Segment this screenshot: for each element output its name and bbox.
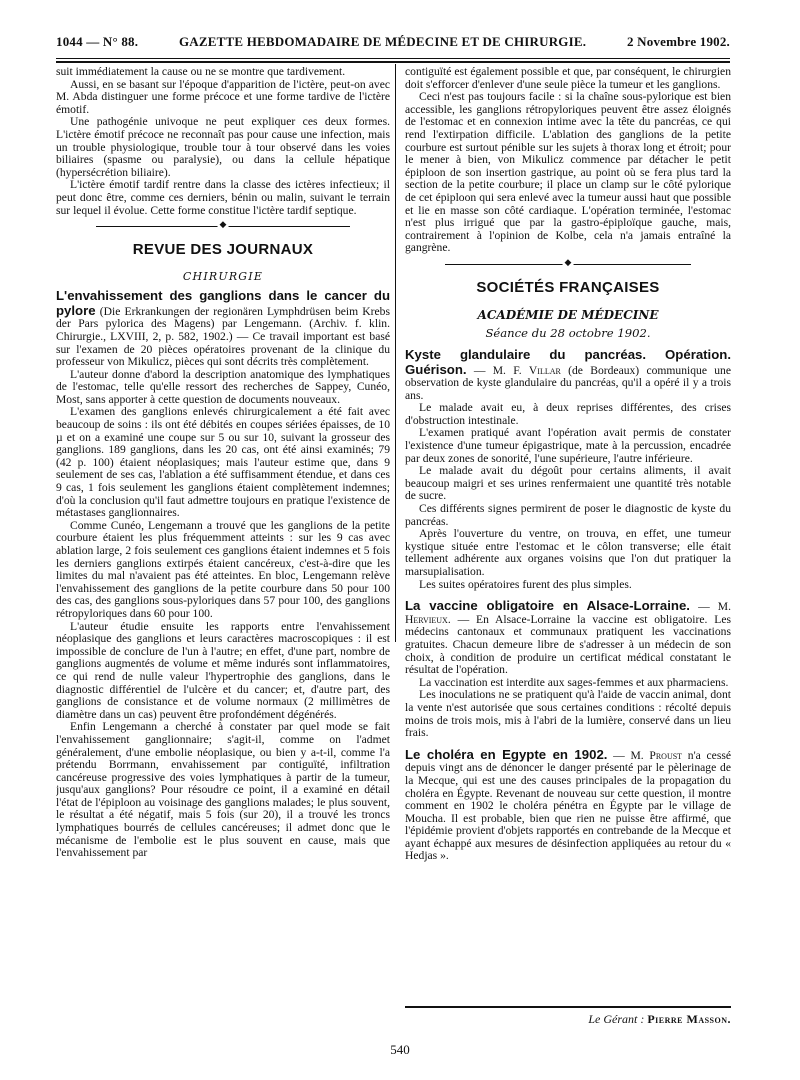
article-title: Le choléra en Egypte en 1902.: [405, 746, 608, 762]
paragraph: Enfin Lengemann a cherché à constater par quel mode se fait l'envahissement ganglionnaire; s'agit-il, comme on l'admet généralement, d'une embolie néoplasique, ou bien y a-t-il, comme l'a prétendu Borrmann, envahissement par contiguïté, infiltration cancéreuse progressive des voies lymphatiques à partir de la tumeur, jusqu'aux ganglions? Pour résoudre ce point, il a examiné en détail l'état de l'épiploon au voisinage des ganglions malades; le plus souvent, le résultat a été négatif, mais 5 fois (sur 20), il a trouvé les troncs lymphatiques bourrés de cellules cancéreuses; il admet donc que le mécanisme de l'embolie est le plus souvent en cause, mais que l'envahissement par: [56, 720, 390, 860]
paragraph: Les inoculations ne se pratiquent qu'à l'aide de vaccin animal, dont la vente n'est autorisée que sous certaines conditions : récolté depuis moins de trois mois, mis à l'abri de la lumière, conservé dans un lieu frais.: [405, 688, 731, 740]
paragraph: L'examen pratiqué avant l'opération avait permis de constater l'existence d'une tumeur épigastrique, mate à la percussion, encadrée par deux zones de sonorité, l'une supérieure, l'autre inférieure.: [405, 426, 731, 465]
section-separator: [405, 255, 731, 273]
article-title: L'envahissement des ganglions dans le cancer du pylore: [56, 288, 390, 318]
paragraph: Après l'ouverture du ventre, on trouva, en effet, une tumeur kystique située entre l'estomac et le côlon transverse; elle était tellement adhérente aux organes voisins que l'on dut pratiquer la marsupialisation.: [405, 527, 731, 578]
left-intro: [56, 66, 390, 217]
left-column: [56, 66, 390, 1036]
article-lead: — M.: [689, 600, 731, 614]
header-rule-thick: [56, 61, 730, 63]
header-rule: [56, 58, 730, 59]
paragraph: Une pathogénie univoque ne peut expliquer ces deux formes. L'ictère émotif précoce ne reconnaît pas pour cause une infection, mais un trouble physiologique, trouble tour à tour observé dans les voies biliaires (spasme ou paralysie), ou dans la cellule hépatique (hypersécrétion biliaire).: [56, 115, 390, 179]
separator-ornament-icon: ◆: [219, 220, 227, 231]
article-lead: — M.: [607, 748, 650, 762]
header-running-title: GAZETTE HEBDOMADAIRE DE MÉDECINE ET DE CHIRURGIE.: [178, 34, 587, 49]
section-title-revue: REVUE DES JOURNAUX: [132, 241, 314, 259]
article-author: Hervieux: [405, 612, 448, 626]
subsection-chirurgie: CHIRURGIE: [182, 270, 264, 284]
page-header: [56, 34, 730, 54]
article-text: n'a cessé depuis vingt ans de dénoncer le danger présenté par le pèlerinage de la Mecque, qui est une des causes principales de la propagation du choléra en Égypte. Revenant de nouveau sur cette question, il montre comment en 1902 le choléra pénétra en Égypte par le village de Moucha. Il est probable, bien que rien ne puisse être affirmé, que l'épidémie provient d'objets rapportés en contrebande de la Mecque et ayant échappé aux mesures de désinfection appliquées au retour du « Hedjas ».: [405, 748, 731, 863]
paragraph: contiguïté est également possible et que, par conséquent, le chirurgien doit s'efforcer d'enlever d'une seule pièce la tumeur et les ganglions.: [405, 66, 731, 91]
column-divider: [395, 64, 396, 642]
article-intro: (Die Erkrankungen der regionären Lymphdrüsen beim Krebs der Pars pylorica des Magens) par Lengemann. (Archiv. f. klin. Chirurgie., LXVIII, 2, p. 582, 1902.) — Ce travail important est basé sur l'examen de 20 pièces opératoires provenant de la clinique du professeur von Mikulicz, pièces qui sont décrits très complètement.: [56, 304, 390, 369]
paragraph: suit immédiatement la cause ou ne se montre que tardivement.: [56, 66, 346, 78]
paragraph: La vaccination est interdite aux sages-femmes et aux pharmaciens.: [419, 675, 729, 689]
paragraph: Aussi, en se basant sur l'époque d'apparition de l'ictère, peut-on avec M. Abda distinguer une forme précoce et une forme tardive de l'ictère émotif.: [56, 77, 390, 116]
paragraph: Ces différents signes permirent de poser le diagnostic de kyste du pancréas.: [405, 502, 731, 528]
article-title: La vaccine obligatoire en Alsace-Lorraine.: [405, 598, 690, 614]
academy-heading: ACADÉMIE DE MÉDECINE: [477, 307, 659, 322]
separator-ornament-icon: ◆: [564, 257, 572, 268]
article-cholera: [405, 748, 731, 863]
paragraph: L'auteur étudie ensuite les rapports entre l'envahissement néoplasique des ganglions et leurs caractères macroscopiques : il est impossible de conclure de l'un à l'autre; en effet, d'une part, nombre de ganglions augmentés de volume et même indurés sont inflammatoires, ce qui rend de nulle valeur l'hypertrophie des ganglions, dans le diagnostic différentiel de l'ulcère et du cancer; et, d'autre part, des ganglions de consistance et de volume normaux (2 millimètres de diamètre dans un cas) peuvent être profondément dégénérés.: [56, 619, 390, 721]
gerant-line: [405, 1012, 731, 1027]
paragraph: L'examen des ganglions enlevés chirurgicalement a été fait avec beaucoup de soins : ils ont été débités en coupes sériées épaisses, de 10 µ et on a examiné une coupe sur 5 ou sur 10, suivant la grosseur des ganglions. 189 ganglions, dans les 20 cas, ont été ainsi examinés; 79 (42 p. 100) étaient néoplasiques; mais l'auteur estime que, dans 9 seulement de ses cas, l'ablation a été suffisamment étendue, et dans ces 9 cas, 1 fois seulement les ganglions étaient complètement indemnes; d'où la conclusion qu'il faut admettre toujours en pratique l'existence de métastases ganglionnaires.: [56, 405, 390, 520]
paragraph: Les suites opératoires furent des plus simples.: [419, 577, 632, 591]
article-text: (de Bordeaux) communique une observation de kyste glandulaire du pancréas, qu'il a opéré il y a trois ans.: [405, 363, 731, 402]
article-lead: — M. F.: [466, 363, 529, 377]
gerant-label: Le Gérant :: [588, 1012, 645, 1026]
paragraph: L'auteur donne d'abord la description anatomique des lymphatiques de l'estomac, telle qu'elle ressort des recherches de Sappey, Cunéo, Most, sans apporter à cette question de documents nouveaux.: [56, 367, 390, 406]
paragraph: Le malade avait du dégoût pour certains aliments, il avait beaucoup maigri et ses urines renfermaient une quantité très notable de sucre.: [405, 464, 731, 503]
paragraph: Ceci n'est pas toujours facile : si la chaîne sous-pylorique est bien accessible, les ganglions rétropyloriques peuvent être assez éloignés de l'estomac et en connexion intime avec la tête du pancréas, ce qui rend l'extirpation difficile. L'ablation des ganglions de la petite courbure est surtout pénible sur les sujets à thorax long et étroit; pour le mener à bien, von Mikulicz commence par détacher le petit épiploon de son insertion gastrique, au point où se fera plus tard la section de la petite courbure; il place un clamp sur le côté pylorique de cet épiploon qui sera enlevé avec la tumeur aussi haut que possible et lie en masse son côté cardiaque. L'opération terminée, l'estomac n'est plus irrigué que par la gastro-épiploïque gauche, mais, contrairement à l'opinion de Kolbe, cela n'a jamais entraîné la gangrène.: [405, 90, 731, 255]
section-title-societes: SOCIÉTÉS FRANÇAISES: [476, 278, 660, 296]
seance-date: Séance du 28 octobre 1902.: [485, 325, 651, 340]
article-vaccine: [405, 599, 731, 677]
article-author: Villar: [528, 363, 561, 377]
article-author: Proust: [649, 748, 683, 762]
header-page-number: 1044 — N° 88.: [56, 34, 139, 49]
paragraph: L'ictère émotif tardif rentre dans la classe des ictères infectieux; il peut donc être, comme ces derniers, bénin ou malin, suivant le terrain sur lequel il évolue. Cette forme constitue l'ictère tardif septique.: [56, 178, 390, 217]
header-date: 2 Novembre 1902.: [627, 34, 730, 49]
page-number-footer: 540: [390, 1042, 410, 1057]
article-text: . — En Alsace-Lorraine la vaccine est obligatoire. Les médecins cantonaux et communaux pratiquent les vaccinations gratuites. Chacun demeure libre de s'adresser à un médecin de son choix, à condition de produire un certificat médical constatant le résultat de l'opération.: [405, 612, 731, 677]
right-column: [405, 66, 731, 1036]
gerant-name: Pierre Masson.: [647, 1012, 731, 1026]
article-kyste: [405, 348, 731, 402]
article-lengemann: [56, 289, 390, 369]
footer-rule: [405, 1006, 731, 1008]
article-title: Kyste glandulaire du pancréas. Opération. Guérison.: [405, 346, 731, 377]
paragraph: Le malade avait eu, à deux reprises différentes, des crises d'obstruction intestinale.: [405, 401, 731, 427]
paragraph: Comme Cunéo, Lengemann a trouvé que les ganglions de la petite courbure étaient les plus fréquemment atteints : sur les 9 cas avec ablation large, 2 fois seulement ces ganglions étaient indemnes et 5 fois les derniers ganglions extirpés étaient cancéreux, c'est-à-dire que les limites du mal n'avaient pas été atteintes. En bloc, Lengemann relève l'envahissement des ganglions de la petite courbure dans 50 pour 100 des cas, des ganglions sous-pyloriques dans 57 pour 100, des ganglions rétropyloriques dans 60 pour 100.: [56, 518, 390, 620]
section-separator: [56, 217, 390, 235]
